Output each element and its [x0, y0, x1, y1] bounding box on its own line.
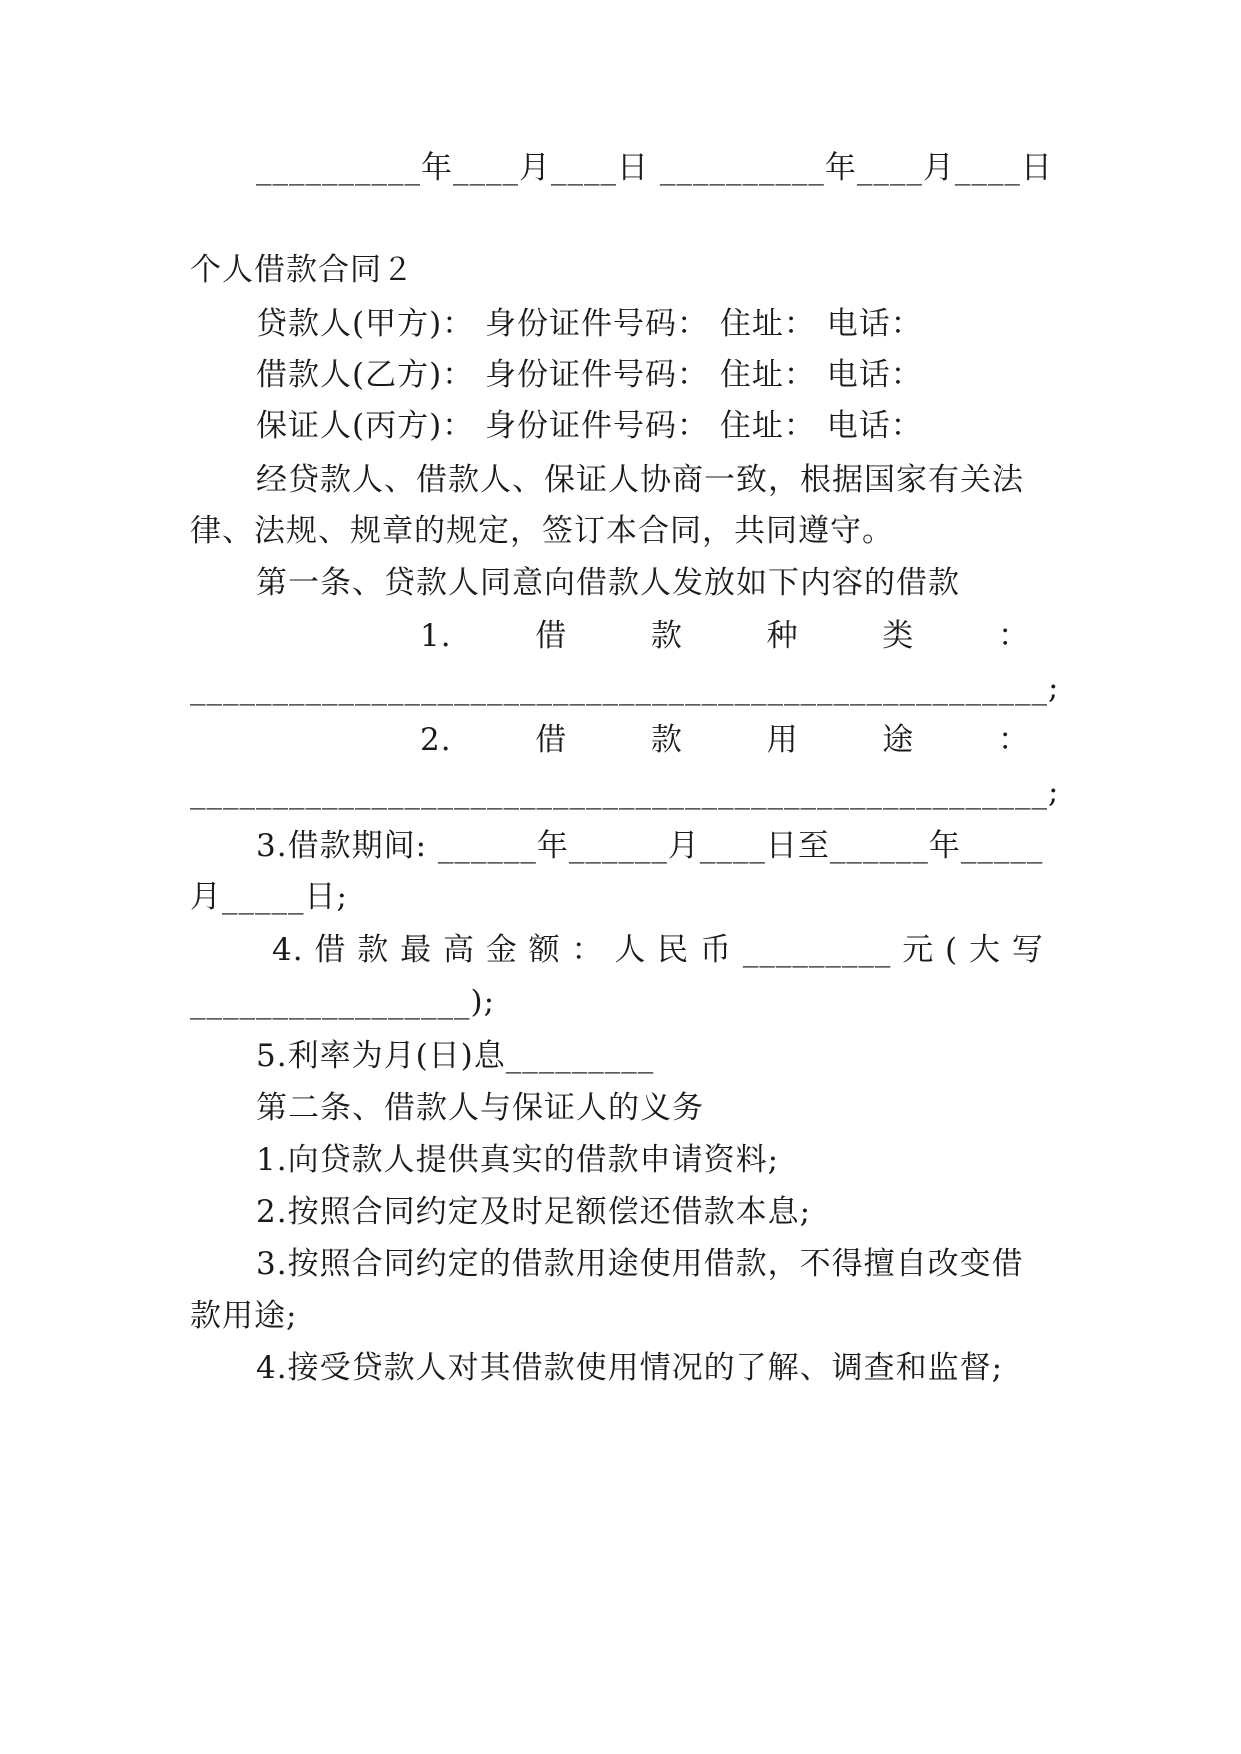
- item1-char: 款: [650, 618, 683, 654]
- duty-3-line1: 3.按照合同约定的借款用途使用借款，不得擅自改变借: [256, 1246, 1024, 1282]
- item4-part: (: [945, 932, 959, 968]
- item2-char: 借: [535, 722, 568, 758]
- item4-part: 最: [400, 932, 433, 968]
- item4-blank: _________: [742, 932, 892, 968]
- item2-char: 款: [650, 722, 683, 758]
- duty-3-line2: 款用途;: [190, 1298, 298, 1334]
- item4-part: 借: [314, 932, 347, 968]
- item2-label: [420, 720, 1030, 760]
- item1-colon: ：: [997, 618, 1030, 654]
- duty-4: 4.接受贷款人对其借款使用情况的了解、调查和监督;: [256, 1350, 1004, 1386]
- party-borrower: 借款人(乙方)： 身份证件号码： 住址： 电话：: [256, 357, 923, 393]
- duty-2: 2.按照合同约定及时足额偿还借款本息;: [256, 1194, 812, 1230]
- item3-line1: 3.借款期间: ______年______月____日至______年_____: [256, 828, 1044, 864]
- duty-1: 1.向贷款人提供真实的借款申请资料;: [256, 1142, 780, 1178]
- item2-char: 途: [882, 722, 915, 758]
- item4-part: 写: [1011, 932, 1044, 968]
- item1-char: 类: [882, 618, 915, 654]
- item4-part: 人: [614, 932, 647, 968]
- item4-part: 高: [442, 932, 475, 968]
- item5-interest-rate: 5.利率为月(日)息_________: [256, 1038, 655, 1074]
- item4-part: 币: [700, 932, 733, 968]
- item1-char: 借: [535, 618, 568, 654]
- item4-part: 民: [657, 932, 690, 968]
- item1-char: 种: [766, 618, 799, 654]
- party-guarantor: 保证人(丙方)： 身份证件号码： 住址： 电话：: [256, 408, 923, 444]
- item4-part: 大: [969, 932, 1001, 968]
- intro-paragraph-line2: 律、法规、规章的规定，签订本合同，共同遵守。: [190, 513, 894, 549]
- item1-num: 1.: [420, 618, 452, 654]
- contract-title: 个人借款合同２: [190, 252, 414, 288]
- item2-num: 2.: [420, 722, 452, 758]
- item4-part: ：: [571, 932, 604, 968]
- item4-part: 额: [528, 932, 561, 968]
- article1-title: 第一条、贷款人同意向借款人发放如下内容的借款: [256, 565, 960, 601]
- item2-colon: ：: [997, 722, 1030, 758]
- item4-part: 金: [485, 932, 518, 968]
- item1-blank: ____________________________________________________;: [190, 670, 1060, 706]
- intro-paragraph-line1: 经贷款人、借款人、保证人协商一致，根据国家有关法: [256, 462, 1024, 498]
- party-lender: 贷款人(甲方)： 身份证件号码： 住址： 电话：: [256, 306, 923, 342]
- item4-label: [272, 930, 1044, 970]
- item4-part: 元: [902, 932, 935, 968]
- item4-part: 4.: [272, 932, 304, 968]
- date-signature-line: __________年____月____日 __________年____月____日: [256, 150, 1053, 186]
- item3-line2: 月_____日;: [190, 879, 348, 915]
- item4-line2: _________________);: [190, 984, 496, 1020]
- item2-blank: ____________________________________________________;: [190, 774, 1060, 810]
- item1-label: [420, 616, 1030, 656]
- item4-part: 款: [357, 932, 390, 968]
- item2-char: 用: [766, 722, 799, 758]
- article2-title: 第二条、借款人与保证人的义务: [256, 1090, 704, 1126]
